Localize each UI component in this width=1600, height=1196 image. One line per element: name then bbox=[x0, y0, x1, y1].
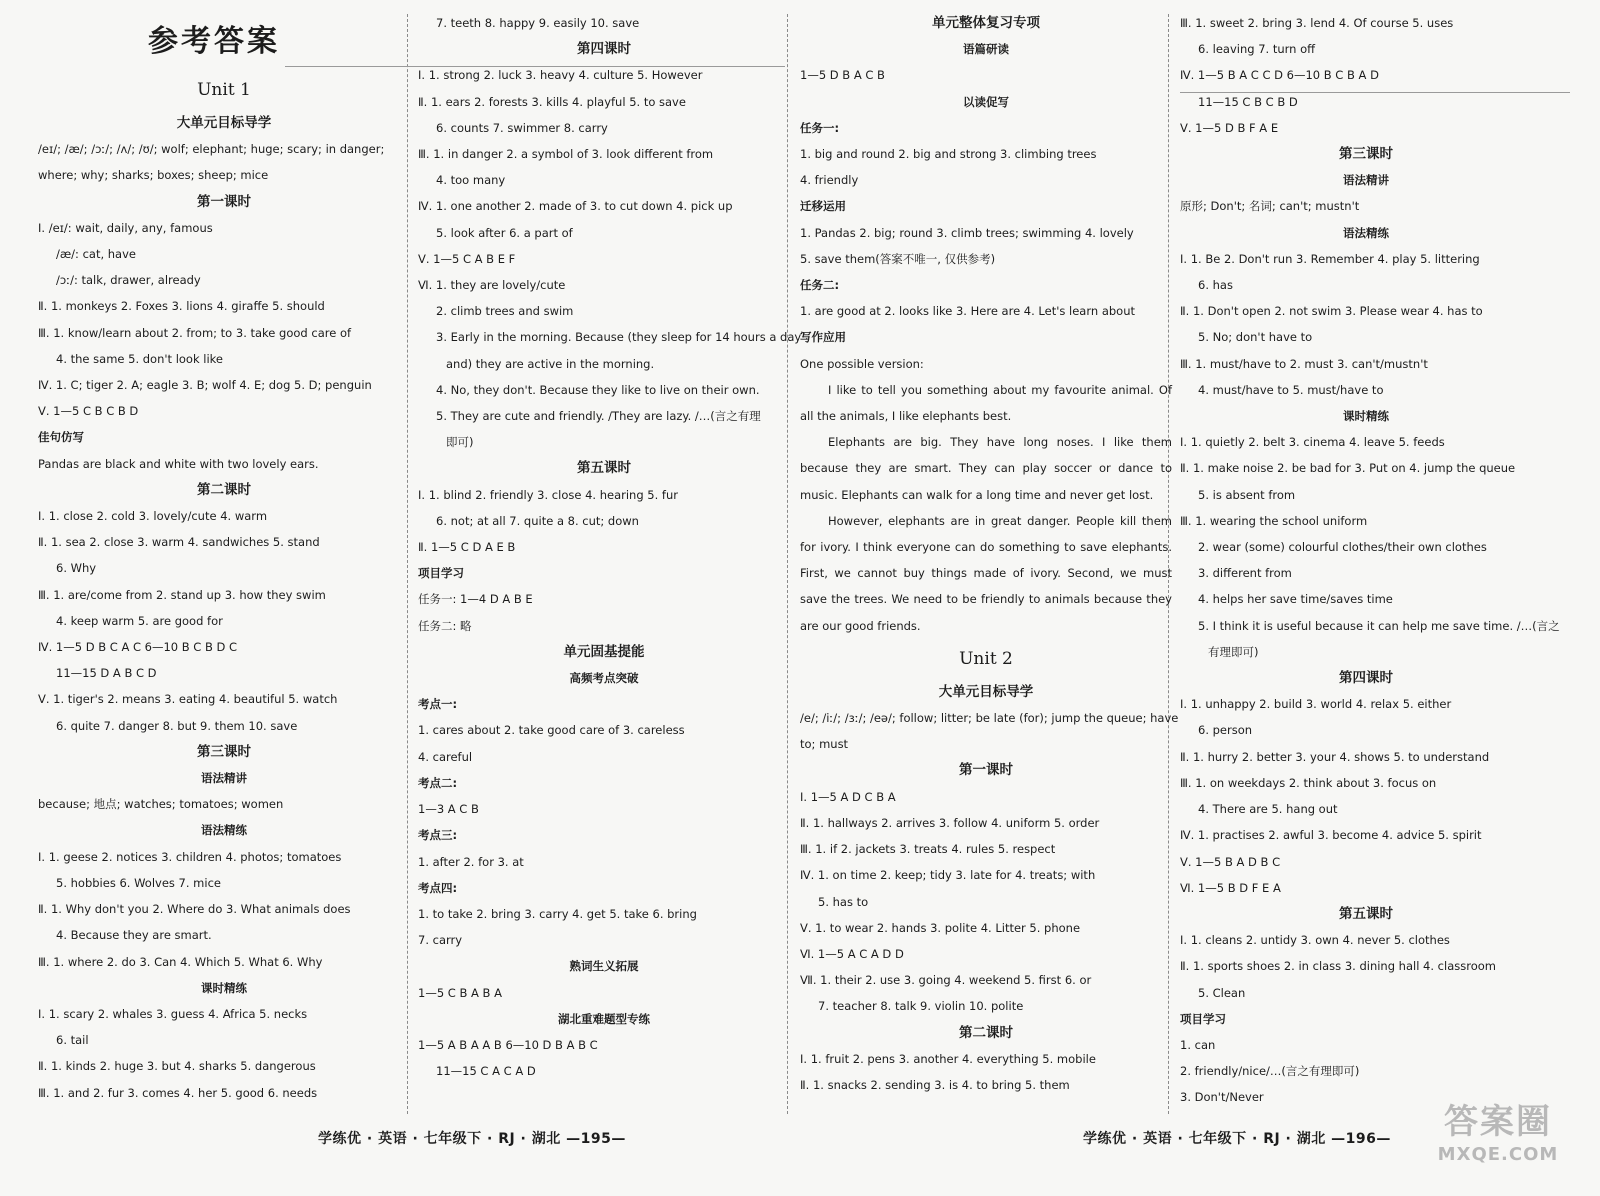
answer-line: and) they are active in the morning. bbox=[446, 356, 655, 371]
answer-line: 6. counts 7. swimmer 8. carry bbox=[436, 120, 608, 135]
answer-line: Ⅱ. 1. monkeys 2. Foxes 3. lions 4. giraffe 5. should bbox=[38, 299, 325, 314]
section-title: 第一课时 bbox=[959, 762, 1013, 779]
answer-line: 2. friendly/nice/…(言之有理即可) bbox=[1180, 1064, 1360, 1079]
subsection-title: 语篇研读 bbox=[963, 42, 1009, 57]
answer-line: Ⅰ. 1. geese 2. notices 3. children 4. photos; tomatoes bbox=[38, 849, 342, 864]
answer-line: /eɪ/; /æ/; /ɔː/; /ʌ/; /ʊ/; wolf; elephant; huge; scary; in danger; bbox=[38, 142, 385, 157]
answer-line: 2. wear (some) colourful clothes/their own clothes bbox=[1198, 540, 1487, 555]
answer-line: Ⅱ. 1. sea 2. close 3. warm 4. sandwiches 5. stand bbox=[38, 535, 320, 550]
answer-line: 6. not; at all 7. quite a 8. cut; down bbox=[436, 513, 639, 528]
answer-line: Ⅳ. 1. practises 2. awful 3. become 4. advice 5. spirit bbox=[1180, 828, 1482, 843]
answer-column-3 bbox=[800, 10, 1179, 1098]
essay-paragraph: However, elephants are in great danger. People kill them for ivory. I think everyone can do something to save elephants. First, we cannot buy things made of ivory. Second, we must save the trees. We need to be friendly to animals because they are our good friends. bbox=[800, 513, 1172, 633]
answer-line: 1—3 A C B bbox=[418, 802, 479, 817]
subsection-title: 语法精练 bbox=[1343, 225, 1389, 240]
subsection-label: 迁移运用 bbox=[800, 199, 846, 214]
answer-line: Ⅲ. 1. on weekdays 2. think about 3. focus on bbox=[1180, 775, 1437, 790]
answer-line: 3. Early in the morning. Because (they sleep for 14 hours a day bbox=[436, 330, 802, 345]
section-title: 第二课时 bbox=[197, 481, 251, 498]
answer-line: 6. person bbox=[1198, 723, 1253, 738]
answer-line: 7. teeth 8. happy 9. easily 10. save bbox=[436, 16, 640, 30]
answer-line: 3. different from bbox=[1198, 566, 1292, 581]
answer-line: 4. the same 5. don't look like bbox=[56, 351, 224, 366]
answer-line: Ⅱ. 1. snacks 2. sending 3. is 4. to bring 5. them bbox=[800, 1077, 1070, 1092]
section-title: 第五课时 bbox=[1339, 905, 1393, 922]
subsection-label: 考点四: bbox=[418, 880, 458, 895]
answer-line: 1. to take 2. bring 3. carry 4. get 5. take 6. bring bbox=[418, 906, 697, 921]
subsection-label: 项目学习 bbox=[1180, 1011, 1226, 1026]
answer-line: Ⅱ. 1. hallways 2. arrives 3. follow 4. uniform 5. order bbox=[800, 815, 1100, 830]
section-title: 第二课时 bbox=[959, 1024, 1013, 1041]
answer-line: because; 地点; watches; tomatoes; women bbox=[38, 797, 284, 812]
page-footer-right: 学练优 · 英语 · 七年级下 · RJ · 湖北 —196— bbox=[1083, 1131, 1391, 1147]
answer-line: Ⅰ. 1. unhappy 2. build 3. world 4. relax 5. either bbox=[1180, 697, 1452, 712]
subsection-title: 熟词生义拓展 bbox=[569, 959, 639, 974]
answer-line: Ⅰ. 1. close 2. cold 3. lovely/cute 4. warm bbox=[38, 509, 268, 524]
section-title: 单元固基提能 bbox=[563, 643, 645, 660]
subsection-title: 以读促写 bbox=[963, 94, 1009, 109]
answer-line: Pandas are black and white with two lovely ears. bbox=[38, 456, 319, 471]
answer-line: 1—5 C B A B A bbox=[418, 985, 502, 1000]
answer-line: 5. They are cute and friendly. /They are lazy. /…(言之有理 bbox=[436, 409, 761, 424]
subsection-label: 考点三: bbox=[418, 828, 458, 843]
answer-line: 4. helps her save time/saves time bbox=[1198, 592, 1393, 607]
watermark-url: MXQE.COM bbox=[1437, 1144, 1559, 1165]
answer-line: Ⅳ. 1. one another 2. made of 3. to cut down 4. pick up bbox=[418, 199, 733, 214]
answer-line: /æ/: cat, have bbox=[56, 247, 136, 262]
answer-line: 1. can bbox=[1180, 1037, 1216, 1052]
section-title: 单元整体复习专项 bbox=[932, 15, 1040, 31]
answer-line: 6. quite 7. danger 8. but 9. them 10. save bbox=[56, 718, 298, 733]
subsection-title: 语法精讲 bbox=[1343, 173, 1389, 188]
answer-line: Ⅰ. 1. strong 2. luck 3. heavy 4. culture 5. However bbox=[418, 68, 703, 83]
watermark-text: 答案圈 bbox=[1444, 1102, 1552, 1142]
section-title: 第三课时 bbox=[197, 743, 251, 760]
unit-heading: Unit 2 bbox=[959, 648, 1013, 669]
answer-line: 原形; Don't; 名词; can't; mustn't bbox=[1180, 199, 1360, 214]
answer-line: 1. after 2. for 3. at bbox=[418, 854, 524, 869]
answer-line: 即可) bbox=[446, 435, 474, 450]
answer-line: 有理即可) bbox=[1208, 644, 1259, 659]
answer-line: Ⅶ. 1. their 2. use 3. going 4. weekend 5. first 6. or bbox=[800, 973, 1092, 988]
answer-line: 5. is absent from bbox=[1198, 487, 1296, 502]
answer-line: 1. are good at 2. looks like 3. Here are 4. Let's learn about bbox=[800, 304, 1135, 319]
answer-line: Ⅰ. 1—5 A D C B A bbox=[800, 789, 896, 804]
answer-line: Ⅰ. 1. quietly 2. belt 3. cinema 4. leave 5. feeds bbox=[1180, 435, 1445, 450]
answer-line: Ⅴ. 1—5 C B C B D bbox=[38, 404, 139, 419]
answer-line: Ⅰ. 1. scary 2. whales 3. guess 4. Africa 5. necks bbox=[38, 1006, 308, 1021]
subsection-title: 课时精练 bbox=[201, 980, 247, 995]
subsection-label: 项目学习 bbox=[418, 566, 464, 581]
answer-line: 1. cares about 2. take good care of 3. careless bbox=[418, 723, 685, 738]
answer-line: /e/; /iː/; /ɜː/; /eə/; follow; litter; be late (for); jump the queue; have bbox=[800, 711, 1179, 726]
answer-line: 4. careful bbox=[418, 749, 473, 764]
subsection-title: 语法精练 bbox=[201, 823, 247, 838]
answer-line: One possible version: bbox=[800, 356, 924, 371]
answer-line: Ⅲ. 1. sweet 2. bring 3. lend 4. Of course 5. uses bbox=[1180, 16, 1454, 30]
answer-line: 1—5 D B A C B bbox=[800, 68, 885, 83]
answer-line: 5. Clean bbox=[1198, 985, 1246, 1000]
answer-line: 6. has bbox=[1198, 278, 1233, 293]
answer-line: 6. Why bbox=[56, 561, 97, 576]
subsection-label: 考点一: bbox=[418, 697, 458, 712]
answer-line: 5. look after 6. a part of bbox=[436, 225, 573, 240]
answer-line: Ⅱ. 1. sports shoes 2. in class 3. dining hall 4. classroom bbox=[1180, 959, 1496, 974]
answer-line: 5. I think it is useful because it can help me save time. /…(言之 bbox=[1198, 618, 1560, 633]
answer-line: 任务一: 1—4 D A B E bbox=[418, 592, 533, 607]
answer-column-1 bbox=[38, 10, 410, 1106]
answer-line: 6. tail bbox=[56, 1033, 89, 1048]
answer-line: 4. keep warm 5. are good for bbox=[56, 613, 223, 628]
answer-line: Ⅲ. 1. where 2. do 3. Can 4. Which 5. What 6. Why bbox=[38, 954, 323, 969]
essay-paragraph: I like to tell you something about my favourite animal. Of all the animals, I like elephants best. bbox=[800, 382, 1172, 424]
answer-line: 4. friendly bbox=[800, 173, 859, 188]
page-title: 参考答案 bbox=[148, 24, 280, 59]
answer-column-4 bbox=[1180, 10, 1560, 1111]
answer-line: Ⅰ. 1. Be 2. Don't run 3. Remember 4. play 5. littering bbox=[1180, 251, 1480, 266]
answer-line: Ⅵ. 1. they are lovely/cute bbox=[418, 278, 566, 293]
answer-line: Ⅱ. 1. Don't open 2. not swim 3. Please wear 4. has to bbox=[1180, 304, 1483, 319]
answer-line: Ⅱ. 1. ears 2. forests 3. kills 4. playful 5. to save bbox=[418, 94, 686, 109]
answer-line: 2. climb trees and swim bbox=[436, 304, 574, 319]
answer-line: Ⅰ. 1. fruit 2. pens 3. another 4. everything 5. mobile bbox=[800, 1051, 1096, 1066]
answer-line: Ⅲ. 1. in danger 2. a symbol of 3. look different from bbox=[418, 147, 714, 162]
answer-line: Ⅰ. /eɪ/: wait, daily, any, famous bbox=[38, 220, 213, 235]
answer-line: where; why; sharks; boxes; sheep; mice bbox=[38, 168, 269, 183]
answer-line: Ⅳ. 1. on time 2. keep; tidy 3. late for 4. treats; with bbox=[800, 868, 1096, 883]
answer-line: Ⅵ. 1—5 B D F E A bbox=[1180, 880, 1281, 895]
unit-heading: Unit 1 bbox=[197, 80, 251, 100]
answer-line: to; must bbox=[800, 737, 849, 752]
answer-line: 1. Pandas 2. big; round 3. climb trees; swimming 4. lovely bbox=[800, 225, 1134, 240]
answer-line: Ⅰ. 1. blind 2. friendly 3. close 4. hearing 5. fur bbox=[418, 487, 678, 502]
answer-line: 1. big and round 2. big and strong 3. climbing trees bbox=[800, 147, 1097, 162]
answer-line: /ɔː/: talk, drawer, already bbox=[56, 273, 201, 288]
answer-line: Ⅱ. 1—5 C D A E B bbox=[418, 540, 516, 555]
answer-line: Ⅳ. 1. C; tiger 2. A; eagle 3. B; wolf 4. E; dog 5. D; penguin bbox=[38, 378, 372, 393]
answer-line: Ⅴ. 1—5 C A B E F bbox=[418, 251, 516, 266]
subsection-title: 课时精练 bbox=[1343, 409, 1389, 424]
answer-line: Ⅴ. 1. tiger's 2. means 3. eating 4. beautiful 5. watch bbox=[38, 692, 338, 707]
answer-line: 5. save them(答案不唯一, 仅供参考) bbox=[800, 251, 996, 266]
answer-line: 11—15 C B C B D bbox=[1198, 94, 1298, 109]
answer-line: Ⅵ. 1—5 A C A D D bbox=[800, 946, 904, 961]
answer-line: 5. hobbies 6. Wolves 7. mice bbox=[56, 875, 221, 890]
answer-line: Ⅱ. 1. make noise 2. be bad for 3. Put on 4. jump the queue bbox=[1180, 461, 1516, 476]
subsection-label: 佳句仿写 bbox=[38, 430, 84, 445]
subsection-title: 语法精讲 bbox=[201, 771, 247, 786]
page-footer-left: 学练优 · 英语 · 七年级下 · RJ · 湖北 —195— bbox=[318, 1131, 626, 1147]
answer-line: 4. must/have to 5. must/have to bbox=[1198, 382, 1384, 397]
answer-line: 7. carry bbox=[418, 933, 463, 948]
answer-line: Ⅱ. 1. hurry 2. better 3. your 4. shows 5. to understand bbox=[1180, 749, 1490, 764]
answer-line: 4. No, they don't. Because they like to live on their own. bbox=[436, 382, 760, 397]
watermark-logo bbox=[1418, 1100, 1578, 1180]
answer-line: 任务二: 略 bbox=[418, 618, 472, 633]
answer-line: 11—15 D A B C D bbox=[56, 666, 157, 681]
answer-line: Ⅲ. 1. must/have to 2. must 3. can't/mustn't bbox=[1180, 356, 1428, 371]
subsection-label: 考点二: bbox=[418, 775, 458, 790]
answer-line: 4. too many bbox=[436, 173, 506, 188]
answer-line: 3. Don't/Never bbox=[1180, 1090, 1264, 1105]
answer-line: 4. There are 5. hang out bbox=[1198, 802, 1338, 817]
answer-line: Ⅱ. 1. kinds 2. huge 3. but 4. sharks 5. dangerous bbox=[38, 1059, 316, 1074]
section-title: 大单元目标导学 bbox=[176, 115, 272, 131]
answer-line: Ⅴ. 1. to wear 2. hands 3. polite 4. Litter 5. phone bbox=[800, 920, 1081, 935]
answer-line: 7. teacher 8. talk 9. violin 10. polite bbox=[818, 999, 1024, 1014]
answer-column-2 bbox=[418, 10, 802, 1084]
section-title: 第四课时 bbox=[1339, 670, 1393, 687]
answer-line: 4. Because they are smart. bbox=[56, 928, 212, 943]
section-title: 第五课时 bbox=[577, 460, 631, 477]
answer-line: 6. leaving 7. turn off bbox=[1198, 42, 1316, 57]
answer-line: 5. has to bbox=[818, 894, 869, 909]
answer-line: Ⅴ. 1—5 B A D B C bbox=[1180, 854, 1281, 869]
subsection-label: 任务一: bbox=[800, 120, 840, 135]
answer-line: Ⅲ. 1. know/learn about 2. from; to 3. take good care of bbox=[38, 325, 352, 340]
section-title: 第四课时 bbox=[577, 41, 631, 58]
subsection-label: 任务二: bbox=[800, 278, 840, 293]
answer-line: Ⅱ. 1. Why don't you 2. Where do 3. What animals does bbox=[38, 902, 351, 917]
section-title: 第一课时 bbox=[197, 193, 251, 210]
answer-line: Ⅲ. 1. and 2. fur 3. comes 4. her 5. good 6. needs bbox=[38, 1085, 318, 1100]
section-title: 大单元目标导学 bbox=[938, 683, 1034, 700]
answer-line: 11—15 C A C A D bbox=[436, 1064, 536, 1079]
subsection-title: 湖北重难题型专练 bbox=[558, 1011, 650, 1026]
section-title: 第三课时 bbox=[1339, 146, 1393, 163]
answer-line: Ⅰ. 1. cleans 2. untidy 3. own 4. never 5. clothes bbox=[1180, 933, 1450, 948]
subsection-label: 写作应用 bbox=[800, 330, 846, 345]
answer-line: Ⅲ. 1. if 2. jackets 3. treats 4. rules 5. respect bbox=[800, 842, 1056, 857]
answer-line: Ⅲ. 1. are/come from 2. stand up 3. how they swim bbox=[38, 587, 326, 602]
answer-line: Ⅴ. 1—5 D B F A E bbox=[1180, 120, 1279, 135]
answer-line: 5. No; don't have to bbox=[1198, 330, 1313, 345]
answer-line: 1—5 A B A A B 6—10 D B A B C bbox=[418, 1037, 598, 1052]
answer-line: Ⅲ. 1. wearing the school uniform bbox=[1180, 513, 1368, 528]
essay-paragraph: Elephants are big. They have long noses. I like them because they are smart. They can play soccer or dance to music. Elephants can walk for a long time and never get lost. bbox=[800, 435, 1172, 502]
answer-line: Ⅳ. 1—5 D B C A C 6—10 B C B D C bbox=[38, 640, 238, 655]
subsection-title: 高频考点突破 bbox=[569, 671, 639, 686]
answer-line: Ⅳ. 1—5 B A C C D 6—10 B C B A D bbox=[1180, 68, 1379, 83]
